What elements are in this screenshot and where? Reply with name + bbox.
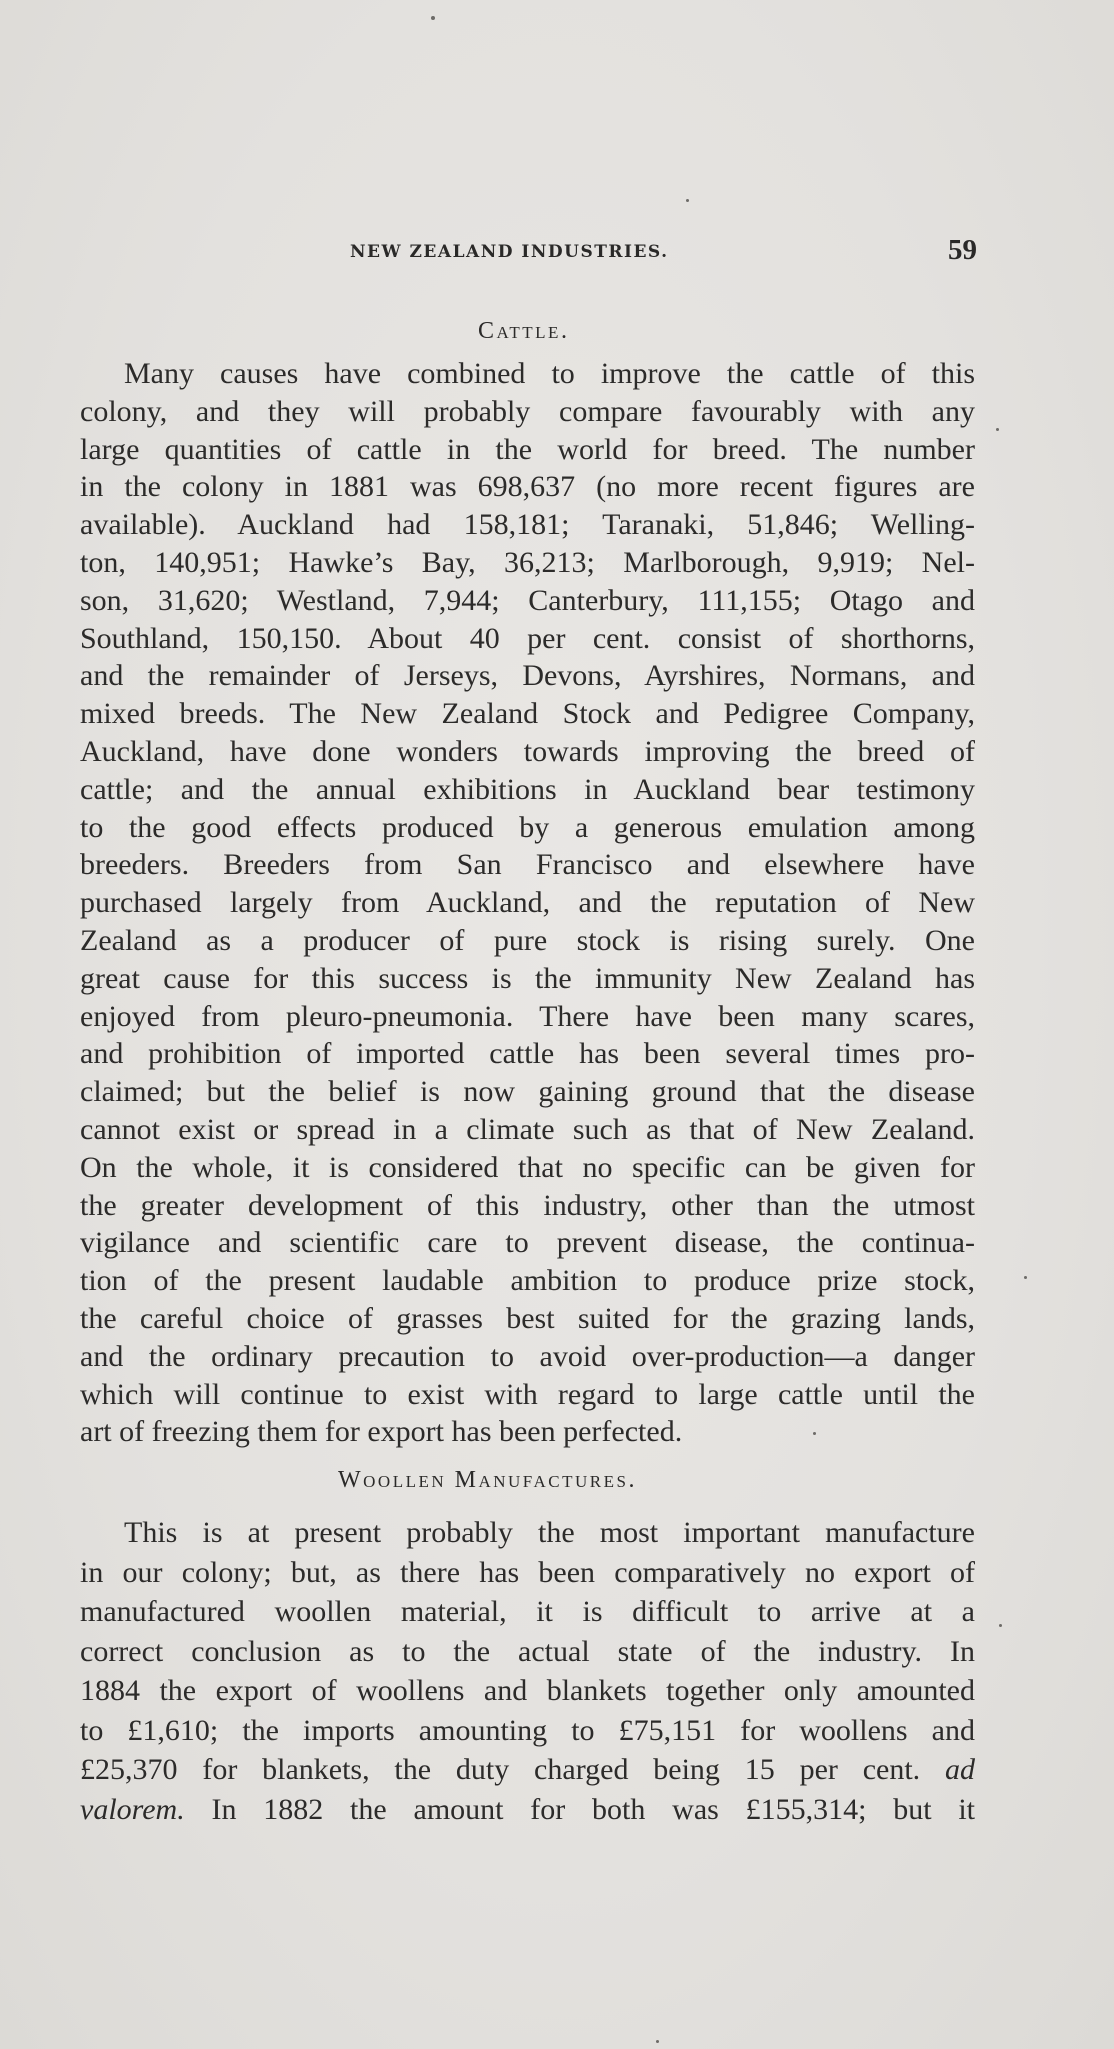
text-line: great cause for this success is the immunity New Zealand has: [80, 961, 975, 995]
text-line: which will continue to exist with regard to large cattle until the: [80, 1377, 975, 1411]
woollen-paragraph: [80, 1513, 975, 1829]
text-line: and the remainder of Jerseys, Devons, Ayrshires, Normans, and: [80, 659, 975, 693]
italic-text: valorem.: [80, 1792, 185, 1826]
text-line: son, 31,620; Westland, 7,944; Canterbury, 111,155; Otago and: [80, 583, 975, 617]
text-line: and prohibition of imported cattle has been several times pro-: [80, 1037, 975, 1071]
text-line: the greater development of this industry, other than the utmost: [80, 1188, 975, 1222]
paper-speck: [996, 428, 999, 431]
text-line: to £1,610; the imports amounting to £75,151 for woollens and: [80, 1713, 975, 1747]
text-line: mixed breeds. The New Zealand Stock and Pedigree Company,: [80, 697, 975, 731]
text-line: art of freezing them for export has been perfected.: [80, 1415, 683, 1449]
page-number: 59: [948, 234, 977, 266]
section-heading-cattle: Cattle.: [478, 318, 570, 344]
paper-speck: [1024, 1276, 1027, 1279]
text-span: In 1882 the amount for both was £155,314; but it: [211, 1792, 976, 1826]
text-line: This is at present probably the most important manufacture: [124, 1516, 975, 1549]
text-line: Zealand as a producer of pure stock is rising surely. One: [80, 923, 975, 957]
text-line: correct conclusion as to the actual state of the industry. In: [80, 1634, 975, 1668]
text-line: cattle; and the annual exhibitions in Auckland bear testimony: [80, 772, 975, 806]
text-line: tion of the present laudable ambition to produce prize stock,: [80, 1264, 975, 1298]
cattle-paragraph: [80, 355, 975, 1451]
text-line: large quantities of cattle in the world for breed. The number: [80, 432, 975, 466]
text-line: On the whole, it is considered that no specific can be given for: [80, 1150, 975, 1184]
text-line: available). Auckland had 158,181; Taranaki, 51,846; Welling-: [80, 508, 975, 542]
text-line: to the good effects produced by a generous emulation among: [80, 810, 975, 844]
paper-speck: [686, 199, 689, 202]
text-line: enjoyed from pleuro-pneumonia. There have been many scares,: [80, 999, 975, 1033]
section-heading-woollen-manufactures: Woollen Manufactures.: [338, 1467, 637, 1493]
text-line: in our colony; but, as there has been comparatively no export of: [80, 1555, 975, 1589]
paper-speck: [431, 16, 435, 20]
text-span: £25,370 for blankets, the duty charged being 15 per cent.: [80, 1753, 921, 1786]
italic-text: ad: [945, 1753, 975, 1786]
text-line: manufactured woollen material, it is difficult to arrive at a: [80, 1595, 975, 1628]
text-line: breeders. Breeders from San Francisco and elsewhere have: [80, 848, 975, 882]
text-line: and the ordinary precaution to avoid over-production—a danger: [80, 1339, 975, 1373]
text-line: Many causes have combined to improve the cattle of this: [124, 357, 975, 390]
text-line: cannot exist or spread in a climate such as that of New Zealand.: [80, 1112, 975, 1146]
text-line: claimed; but the belief is now gaining ground that the disease: [80, 1075, 975, 1109]
text-line-with-italic: [80, 1790, 975, 1830]
text-line: purchased largely from Auckland, and the reputation of New: [80, 886, 975, 920]
paper-speck: [999, 1624, 1002, 1627]
text-line: ton, 140,951; Hawke’s Bay, 36,213; Marlborough, 9,919; Nel-: [80, 545, 975, 579]
text-line: the careful choice of grasses best suited for the grazing lands,: [80, 1301, 975, 1335]
text-line: 1884 the export of woollens and blankets together only amounted: [80, 1674, 975, 1707]
text-line: Auckland, have done wonders towards improving the breed of: [80, 734, 975, 768]
running-head: NEW ZEALAND INDUSTRIES.: [350, 242, 669, 262]
text-line: Southland, 150,150. About 40 per cent. consist of shorthorns,: [80, 621, 975, 655]
text-line-with-italic: [80, 1750, 975, 1790]
text-line: vigilance and scientific care to prevent disease, the continua-: [80, 1226, 975, 1260]
paper-speck: [656, 2040, 659, 2043]
text-line: in the colony in 1881 was 698,637 (no more recent figures are: [80, 470, 975, 504]
text-line: colony, and they will probably compare favourably with any: [80, 394, 975, 428]
